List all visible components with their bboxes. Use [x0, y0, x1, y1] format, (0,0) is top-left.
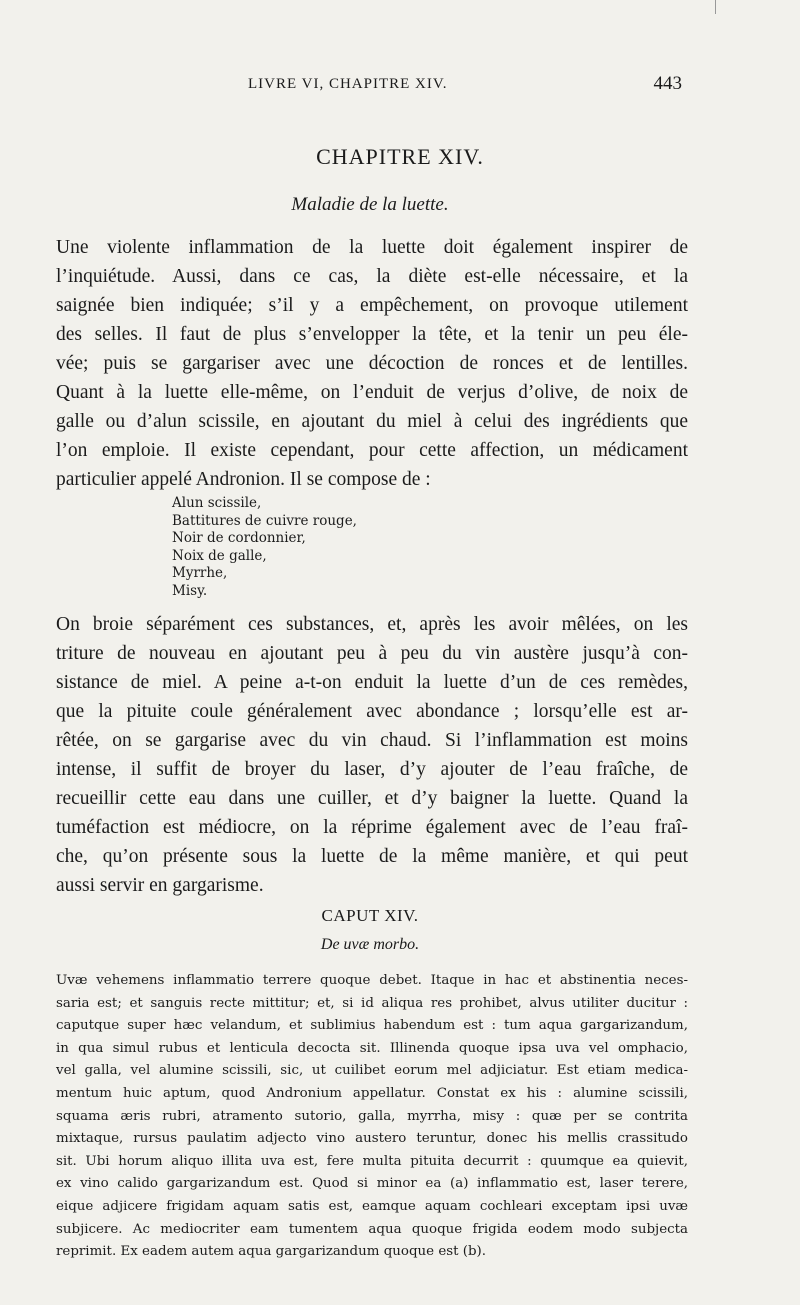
- latin-line: squama æris rubri, atramento sutorio, galla, myrrha, misy : quæ per se contrita: [56, 1108, 688, 1124]
- latin-line: caputque super hæc velandum, et sublimius habendum est : tum aqua gargarizandum,: [56, 1018, 688, 1034]
- latin-line: ex vino calido gargarizandum est. Quod si minor ea (a) inflammatio est, laser terere,: [56, 1176, 688, 1192]
- running-head: LIVRE VI, CHAPITRE XIV.: [248, 76, 448, 92]
- ingredient-item: Noir de cordonnier,: [172, 530, 306, 546]
- text-line: On broie séparément ces substances, et, après les avoir mêlées, on les: [56, 614, 688, 635]
- latin-line: saria est; et sanguis recte mittitur; et, si id aliqua res prohibet, alvus utiliter ducitur :: [56, 995, 688, 1011]
- text-line: des selles. Il faut de plus s’envelopper la tête, et la tenir un peu éle-: [56, 324, 688, 345]
- text-line: tuméfaction est médiocre, on la réprime également avec de l’eau fraî-: [56, 817, 688, 838]
- french-paragraph-1: [56, 233, 688, 494]
- latin-line: reprimit. Ex eadem autem aqua gargarizandum quoque est (b).: [56, 1244, 487, 1260]
- latin-line: sit. Ubi horum aliquo illita uva est, fere multa pituita decurrit : quumque ea quievit,: [56, 1153, 688, 1169]
- page-number: 443: [653, 73, 682, 94]
- text-line: saignée bien indiquée; s’il y a empêchement, on provoque utilement: [56, 295, 688, 316]
- text-line: recueillir cette eau dans une cuiller, et d’y baigner la luette. Quand la: [56, 788, 688, 809]
- latin-line: in qua simul rubus et lenticula decocta sit. Illinenda quoque ipsa uva vel omphacio,: [56, 1040, 688, 1056]
- text-line: triture de nouveau en ajoutant peu à peu du vin austère jusqu’à con-: [56, 643, 688, 664]
- text-line: che, qu’on présente sous la luette de la même manière, et qui peut: [56, 846, 688, 867]
- latin-line: Uvæ vehemens inflammatio terrere quoque debet. Itaque in hac et abstinentia neces-: [56, 973, 688, 988]
- text-line: particulier appelé Andronion. Il se compose de :: [56, 469, 431, 490]
- chapter-subtitle: Maladie de la luette.: [291, 194, 449, 215]
- text-line: l’on emploie. Il existe cependant, pour cette affection, un médicament: [56, 440, 688, 461]
- french-paragraph-2: [56, 610, 688, 900]
- latin-line: subjicere. Ac mediocriter eam tumentem aqua quoque frigida eodem modo subjecta: [56, 1221, 688, 1237]
- latin-paragraph: [56, 970, 688, 1264]
- text-line: l’inquiétude. Aussi, dans ce cas, la diète est-elle nécessaire, et la: [56, 266, 688, 287]
- latin-line: eique adjicere frigidam aquam satis est, eamque aquam cochleari exceptam ipsi uvæ: [56, 1198, 688, 1214]
- latin-line: vel galla, vel alumine scissili, sic, ut cuilibet eorum mel adjiciatur. Est etiam medica-: [56, 1063, 688, 1079]
- page-edge-mark: [715, 0, 716, 14]
- text-line: vée; puis se gargariser avec une décoction de ronces et de lentilles.: [56, 353, 688, 374]
- text-line: rêtée, on se gargarise avec du vin chaud. Si l’inflammation est moins: [56, 730, 688, 751]
- text-line: que la pituite coule généralement avec abondance ; lorsqu’elle est ar-: [56, 701, 688, 722]
- ingredient-item: Myrrhe,: [172, 565, 228, 581]
- ingredient-item: Battitures de cuivre rouge,: [172, 512, 357, 529]
- latin-chapter-subtitle: De uvæ morbo.: [320, 936, 420, 953]
- latin-line: mentum huic aptum, quod Andronium appellatur. Constat ex his : alumine scissili,: [56, 1085, 688, 1101]
- ingredient-list: [172, 495, 357, 600]
- ingredient-item: Misy.: [172, 582, 208, 599]
- latin-chapter-title: CAPUT XIV.: [321, 906, 419, 925]
- text-line: Quant à la luette elle-même, on l’enduit de verjus d’olive, de noix de: [56, 382, 688, 403]
- text-line: sistance de miel. A peine a-t-on enduit la luette d’un de ces remèdes,: [56, 672, 688, 693]
- chapter-title: CHAPITRE XIV.: [316, 144, 484, 169]
- ingredient-item: Noix de galle,: [172, 547, 267, 564]
- text-line: galle ou d’alun scissile, en ajoutant du miel à celui des ingrédients que: [56, 411, 688, 432]
- text-line: intense, il suffit de broyer du laser, d’y ajouter de l’eau fraîche, de: [56, 759, 688, 780]
- text-line: Une violente inflammation de la luette doit également inspirer de: [56, 237, 688, 258]
- latin-line: mixtaque, rursus paulatim adjecto vino austero teruntur, donec his mellis crassitudo: [56, 1131, 688, 1147]
- text-line: aussi servir en gargarisme.: [56, 875, 264, 896]
- ingredient-item: Alun scissile,: [172, 495, 262, 511]
